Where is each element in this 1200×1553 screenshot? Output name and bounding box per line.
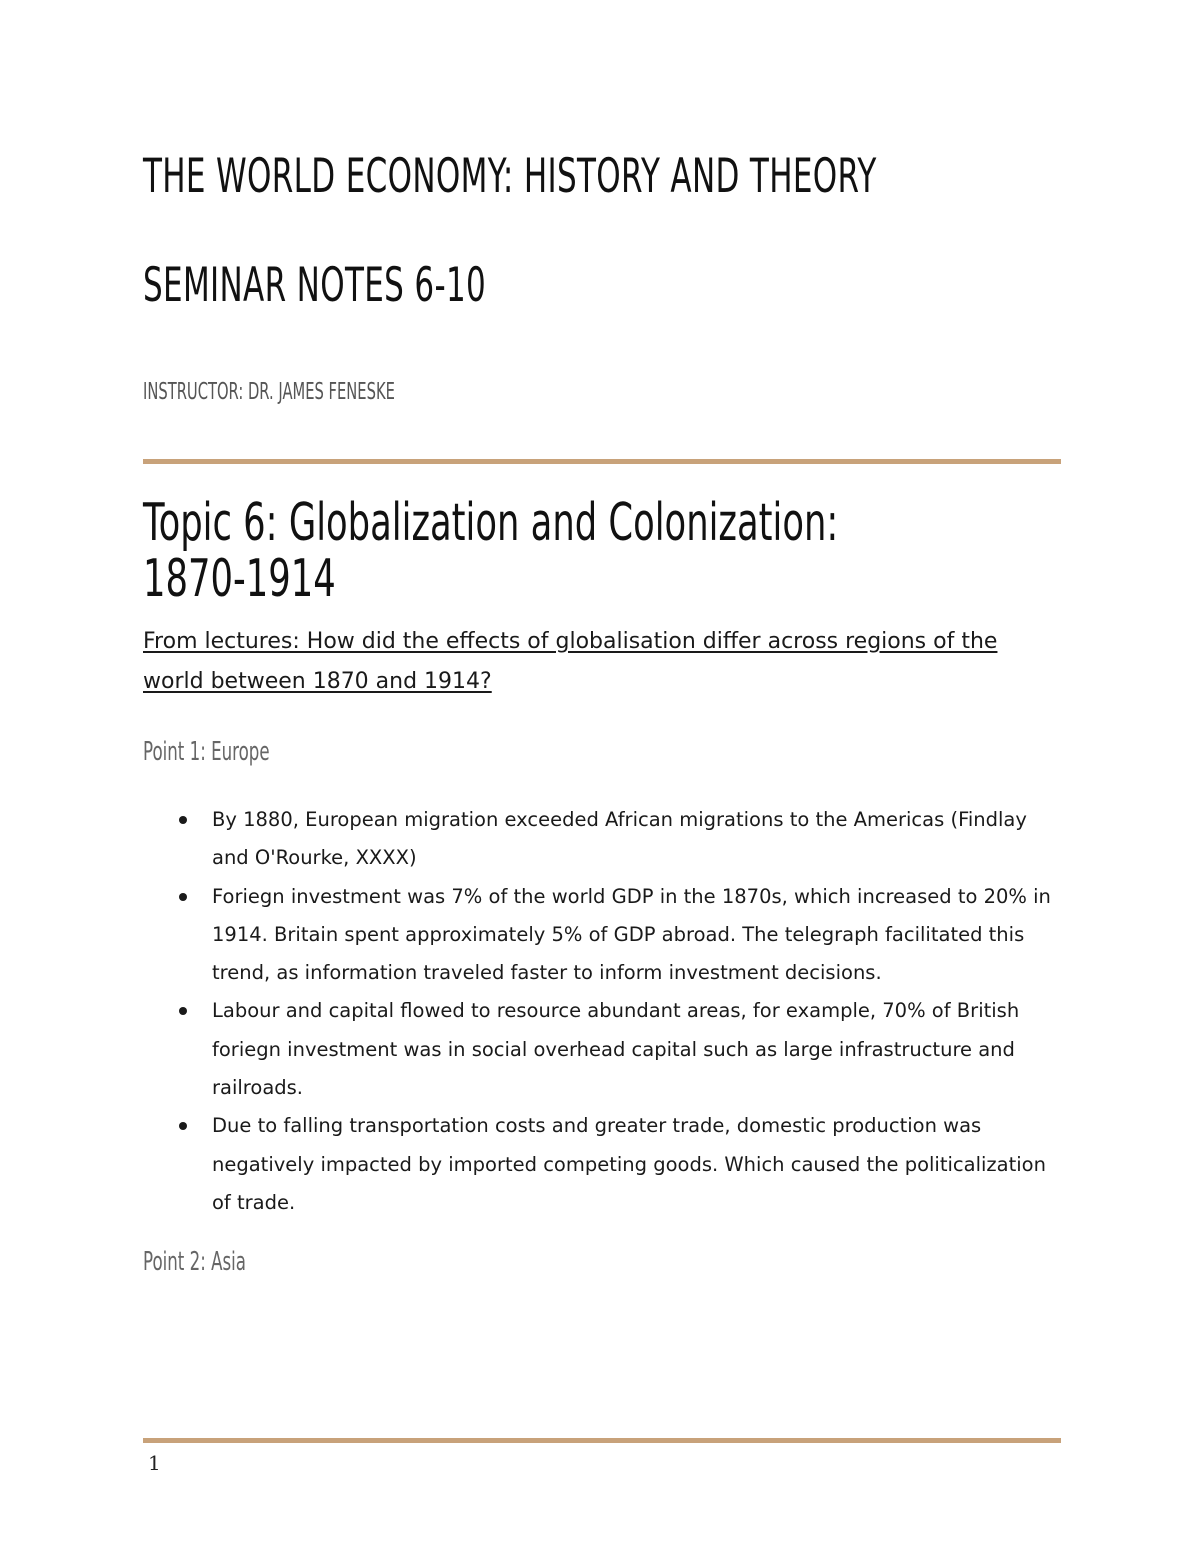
- page-number: 1: [148, 1451, 161, 1475]
- bullet-icon: [179, 1122, 187, 1130]
- header-divider: [143, 459, 1061, 464]
- list-item: [143, 801, 1063, 878]
- list-item: [143, 1107, 1063, 1222]
- instructor-name: INSTRUCTOR: DR. JAMES FENESKE: [143, 379, 395, 405]
- topic-heading: Topic 6: Globalization and Colonization: 1870-1914: [143, 493, 839, 610]
- bullet-icon: [179, 816, 187, 824]
- point-heading-asia: Point 2: Asia: [143, 1247, 246, 1277]
- bullet-text: Foriegn investment was 7% of the world GDP in the 1870s, which increased to 20% in 1914. Britain spent approximately 5% of GDP abroad. The telegraph facilitated this trend, as information traveled faster to inform investment decisions.: [212, 884, 1051, 985]
- point-heading-europe: Point 1: Europe: [143, 737, 270, 767]
- bullet-icon: [179, 893, 187, 901]
- list-item: [143, 878, 1063, 993]
- lecture-question: From lectures: How did the effects of globalisation differ across regions of the world between 1870 and 1914?: [143, 629, 998, 694]
- footer-divider: [143, 1438, 1061, 1443]
- bullet-text: Labour and capital flowed to resource abundant areas, for example, 70% of British foriegn investment was in social overhead capital such as large infrastructure and railroads.: [212, 999, 1020, 1100]
- bullet-text: Due to falling transportation costs and greater trade, domestic production was negatively impacted by imported competing goods. Which caused the politicalization of trade.: [212, 1114, 1046, 1214]
- document-title-line-2: SEMINAR NOTES 6-10: [143, 258, 487, 313]
- bullet-icon: [179, 1007, 187, 1015]
- bullet-text: By 1880, European migration exceeded African migrations to the Americas (Findlay and O'Rourke, XXXX): [212, 808, 1027, 870]
- list-item: [143, 992, 1063, 1107]
- document-title-line-1: THE WORLD ECONOMY: HISTORY AND THEORY: [143, 149, 877, 204]
- europe-bullet-list: [143, 801, 1063, 1222]
